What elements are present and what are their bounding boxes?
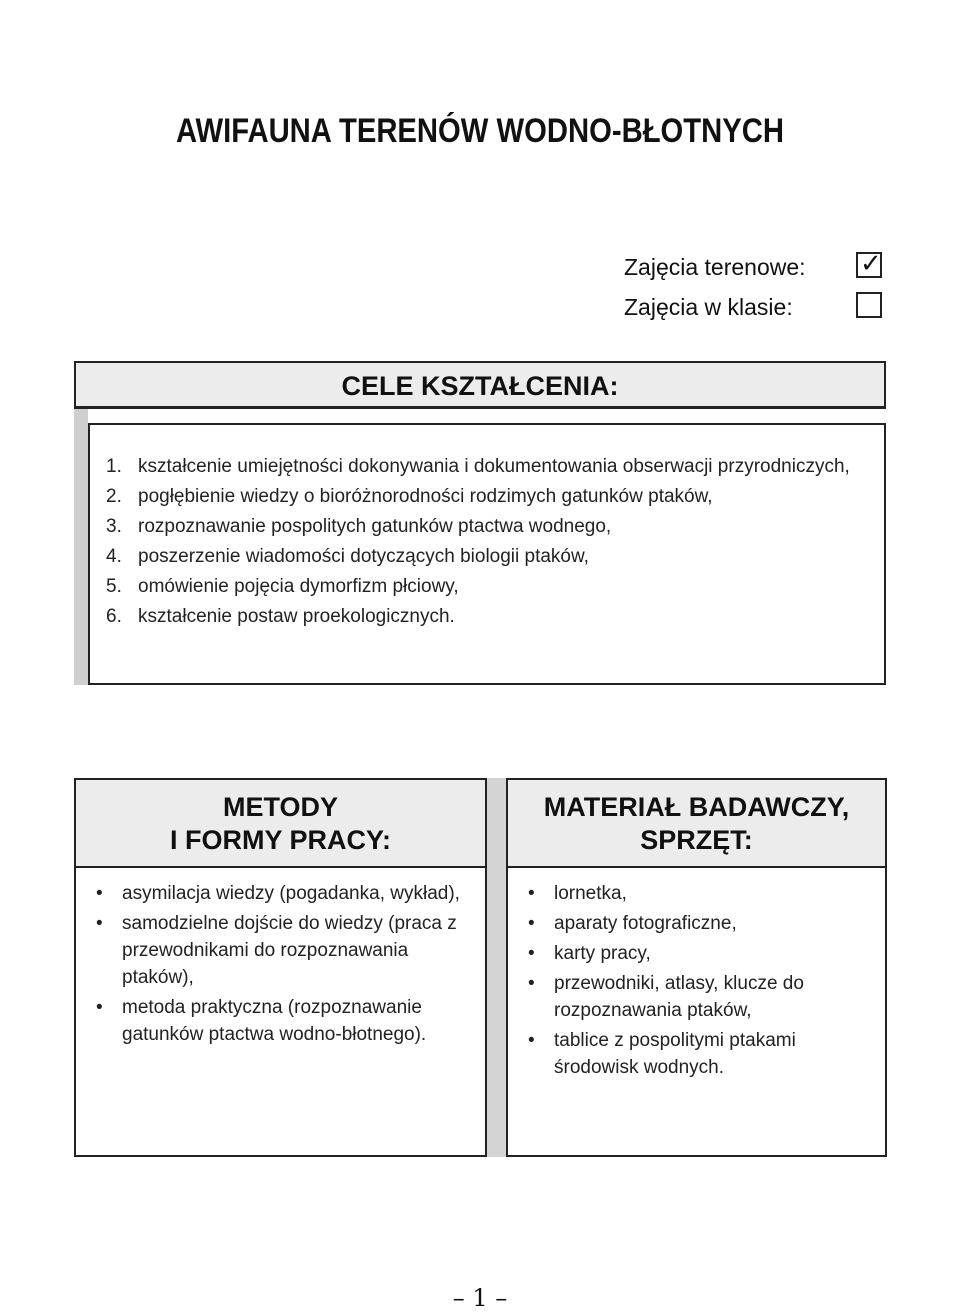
field-class-row [624,250,894,290]
method-item [94,910,479,991]
bullet-icon: • [96,913,103,934]
methods-section [74,778,487,1157]
method-item-text: asymilacja wiedzy (pogadanka, wykład), [122,883,460,904]
field-class-label: Zajęcia terenowe: [624,254,806,280]
goal-item [106,603,876,630]
bullet-icon: • [528,1030,535,1051]
method-item-text: metoda praktyczna (rozpoznawanie gatunków ptactwa wodno-błotnego). [122,997,427,1045]
bullet-icon: • [528,943,535,964]
goal-item [106,573,876,600]
method-item-text: samodzielne dojście do wiedzy (praca z przewodnikami do rozpoznawania ptaków), [122,913,457,988]
goal-number: 3. [106,516,122,537]
field-class-checkbox[interactable] [856,249,882,279]
classroom-class-checkbox[interactable] [856,292,882,318]
bullet-icon: • [96,997,103,1018]
bullet-icon: • [528,973,535,994]
method-item [94,994,479,1048]
material-item [526,910,881,937]
goal-text: pogłębienie wiedzy o bioróżnorodności rodzimych gatunków ptaków, [138,486,713,507]
material-item [526,940,881,967]
goals-shadow [74,361,88,685]
goal-number: 1. [106,456,122,477]
material-item-text: przewodniki, atlasy, klucze do rozpoznawania ptaków, [554,973,804,1021]
goal-text: poszerzenie wiadomości dotyczących biologii ptaków, [138,546,589,567]
material-item-text: lornetka, [554,883,627,904]
goal-number: 4. [106,546,122,567]
methods-list [94,880,479,1051]
goal-text: kształcenie umiejętności dokonywania i dokumentowania obserwacji przyrodniczych, [138,456,850,477]
classroom-class-row [624,290,894,330]
page-number: – 1 – [452,1284,508,1312]
methods-heading [76,780,485,868]
goal-text: kształcenie postaw proekologicznych. [138,606,455,627]
methods-heading-line1: METODY [222,792,338,822]
page-title: AWIFAUNA TERENÓW WODNO-BŁOTNYCH [175,112,785,150]
classroom-class-label: Zajęcia w klasie: [624,294,793,320]
goal-item [106,483,876,510]
bullet-icon: • [96,883,103,904]
materials-list [526,880,881,1084]
goals-section [74,361,886,685]
checkmark-icon: ✓ [860,249,882,279]
goals-list [106,453,876,633]
goals-content [88,423,886,685]
goal-number: 5. [106,576,122,597]
methods-heading-line2: I FORMY PRACY: [169,825,391,855]
goal-text: rozpoznawanie pospolitych gatunków ptactwa wodnego, [138,516,612,537]
class-type-selector [624,250,894,330]
materials-heading [508,780,885,868]
columns-divider [487,778,506,1157]
goal-item [106,543,876,570]
materials-heading-line1: MATERIAŁ BADAWCZY, [543,792,850,822]
goal-number: 6. [106,606,122,627]
material-item [526,880,881,907]
goal-number: 2. [106,486,122,507]
material-item-text: aparaty fotograficzne, [554,913,737,934]
goal-item [106,513,876,540]
material-item [526,1027,881,1081]
goals-heading: CELE KSZTAŁCENIA: [74,361,886,409]
material-item-text: karty pracy, [554,943,651,964]
material-item-text: tablice z pospolitymi ptakami środowisk wodnych. [554,1030,796,1078]
materials-section [506,778,887,1157]
material-item [526,970,881,1024]
goal-item [106,453,876,480]
method-item [94,880,479,907]
bullet-icon: • [528,883,535,904]
materials-heading-line2: SPRZĘT: [640,825,753,855]
bullet-icon: • [528,913,535,934]
goal-text: omówienie pojęcia dymorfizm płciowy, [138,576,459,597]
